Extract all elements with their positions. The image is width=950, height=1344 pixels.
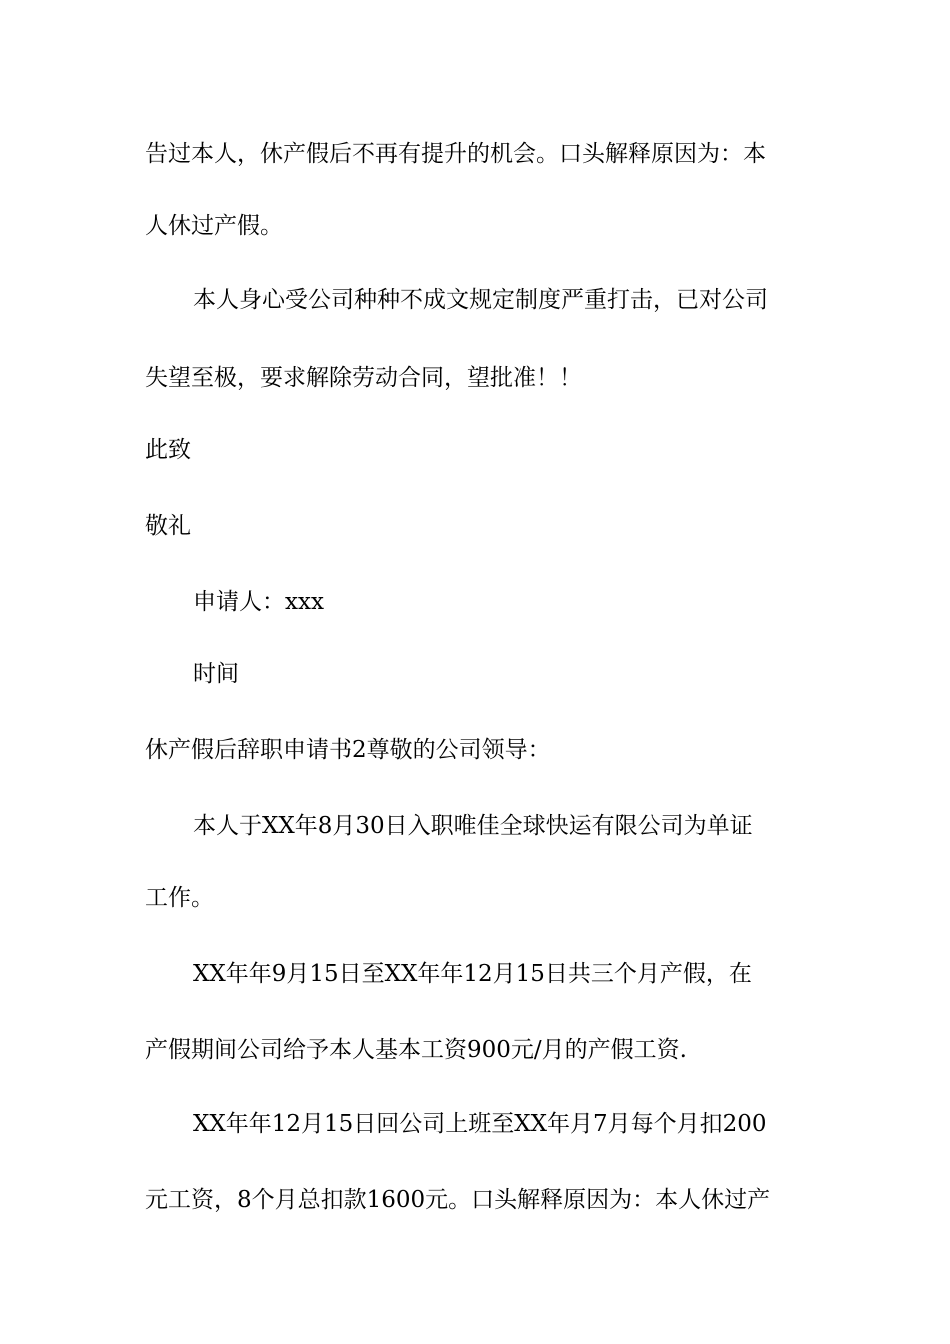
applicant-line: 申请人：xxx (193, 589, 324, 615)
text-line-14: XX年年12月15日回公司上班至XX年月7月每个月扣200 (193, 1111, 767, 1137)
text-line-4: 失望至极，要求解除劳动合同，望批准！！ (145, 365, 582, 391)
text-line-3: 本人身心受公司种种不成文规定制度严重打击，已对公司 (193, 287, 768, 313)
text-line-12: XX年年9月15日至XX年年12月15日共三个月产假，在 (193, 961, 752, 987)
text-line-13: 产假期间公司给予本人基本工资900元/月的产假工资. (145, 1037, 687, 1063)
closing-salutation: 此致 (145, 437, 191, 463)
closing-regards: 敬礼 (145, 513, 191, 539)
text-line-2: 人休过产假。 (145, 213, 283, 239)
text-line-15: 元工资，8个月总扣款1600元。口头解释原因为：本人休过产 (145, 1187, 771, 1213)
text-line-11: 工作。 (145, 885, 214, 911)
date-line: 时间 (193, 661, 239, 687)
text-line-1: 告过本人，休产假后不再有提升的机会。口头解释原因为：本 (145, 141, 766, 167)
section-heading-line: 休产假后辞职申请书2尊敬的公司领导： (145, 737, 551, 763)
text-line-10: 本人于XX年8月30日入职唯佳全球快运有限公司为单证 (193, 813, 753, 839)
